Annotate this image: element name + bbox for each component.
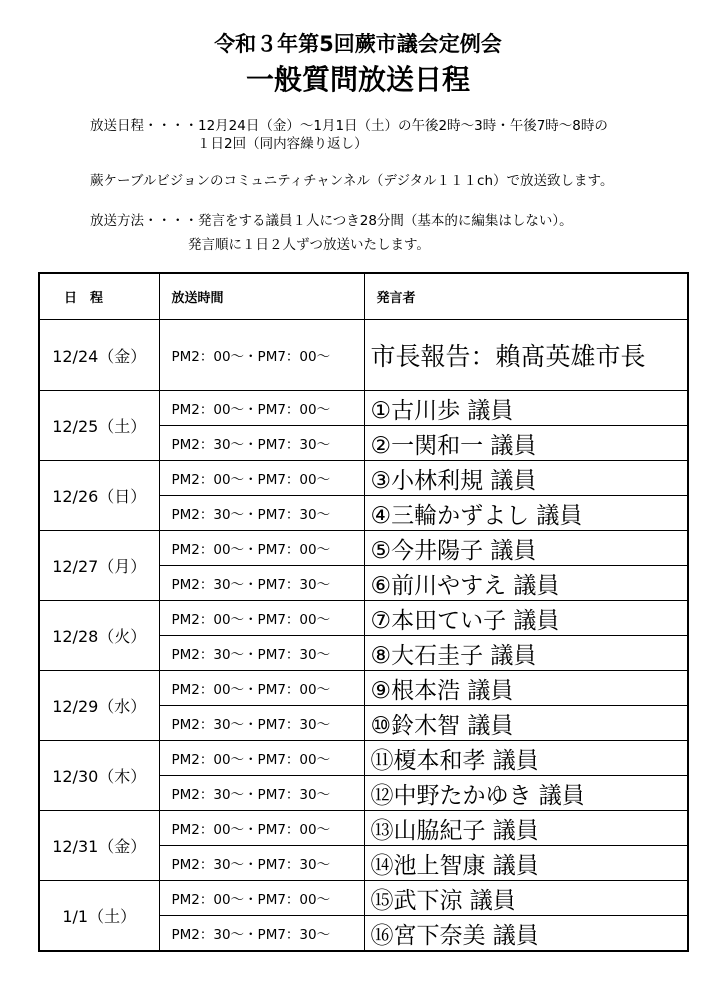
time-cell: PM2：30～・PM7：30～ [159, 776, 364, 811]
time-cell: PM2：30～・PM7：30～ [159, 916, 364, 952]
time-cell: PM2：30～・PM7：30～ [159, 846, 364, 881]
speaker-cell: ⑯宮下奈美 議員 [364, 916, 688, 952]
table-header-row [39, 273, 688, 320]
speaker-cell: ⑫中野たかゆき 議員 [364, 776, 688, 811]
table-row [39, 741, 688, 776]
date-cell: 12/28（火） [39, 601, 159, 671]
table-row [39, 671, 688, 706]
time-cell: PM2：00～・PM7：00～ [159, 391, 364, 426]
table-row [39, 461, 688, 496]
method-info-line-1: 放送方法・・・・発言をする議員１人につき28分間（基本的に編集はしない）。 [90, 213, 573, 229]
speaker-cell: ⑥前川やすえ 議員 [364, 566, 688, 601]
speaker-cell: ⑩鈴木智 議員 [364, 706, 688, 741]
document-subtitle: 一般質問放送日程 [245, 63, 470, 96]
time-cell: PM2：00～・PM7：00～ [159, 601, 364, 636]
time-cell: PM2：00～・PM7：00～ [159, 531, 364, 566]
header-time: 放送時間 [159, 273, 364, 320]
schedule-table-body [39, 273, 688, 951]
header-date: 日 程 [39, 273, 159, 320]
method-info-line-2: 発言順に１日２人ずつ放送いたします。 [188, 237, 430, 253]
channel-info-line: 蕨ケーブルビジョンのコミュニティチャンネル（デジタル１１１ch）で放送致します。 [90, 173, 614, 189]
time-cell: PM2：00～・PM7：00～ [159, 461, 364, 496]
date-cell: 1/1（土） [39, 881, 159, 952]
speaker-cell: 市長報告：賴髙英雄市長 [364, 320, 688, 391]
time-cell: PM2：30～・PM7：30～ [159, 566, 364, 601]
date-cell: 12/31（金） [39, 811, 159, 881]
time-cell: PM2：00～・PM7：00～ [159, 741, 364, 776]
speaker-cell: ②一関和一 議員 [364, 426, 688, 461]
header-speaker: 発言者 [364, 273, 688, 320]
speaker-cell: ⑦本田てい子 議員 [364, 601, 688, 636]
table-row [39, 531, 688, 566]
speaker-cell: ⑭池上智康 議員 [364, 846, 688, 881]
date-cell: 12/29（水） [39, 671, 159, 741]
date-cell: 12/25（土） [39, 391, 159, 461]
speaker-cell: ⑮武下涼 議員 [364, 881, 688, 916]
speaker-cell: ①古川歩 議員 [364, 391, 688, 426]
broadcast-schedule-table [38, 272, 689, 952]
time-cell: PM2：30～・PM7：30～ [159, 706, 364, 741]
date-cell: 12/27（月） [39, 531, 159, 601]
table-row [39, 601, 688, 636]
speaker-cell: ⑨根本浩 議員 [364, 671, 688, 706]
table-row [39, 391, 688, 426]
time-cell: PM2：30～・PM7：30～ [159, 636, 364, 671]
document-title: 令和３年第5回蕨市議会定例会 [214, 32, 502, 56]
speaker-cell: ⑧大石圭子 議員 [364, 636, 688, 671]
date-cell: 12/24（金） [39, 320, 159, 391]
date-cell: 12/26（日） [39, 461, 159, 531]
table-row-mayor-report [39, 320, 688, 391]
time-cell: PM2：30～・PM7：30～ [159, 426, 364, 461]
speaker-cell: ④三輪かずよし 議員 [364, 496, 688, 531]
table-row [39, 811, 688, 846]
time-cell: PM2：00～・PM7：00～ [159, 671, 364, 706]
speaker-cell: ⑪榎本和孝 議員 [364, 741, 688, 776]
table-row [39, 881, 688, 916]
speaker-cell: ⑤今井陽子 議員 [364, 531, 688, 566]
schedule-info-line-1: 放送日程・・・・12月24日（金）～1月1日（土）の午後2時～3時・午後7時～8時の [90, 118, 608, 134]
schedule-info-line-2: １日2回（同内容繰り返し） [197, 136, 368, 152]
time-cell: PM2：00～・PM7：00～ [159, 320, 364, 391]
time-cell: PM2：00～・PM7：00～ [159, 811, 364, 846]
date-cell: 12/30（木） [39, 741, 159, 811]
time-cell: PM2：30～・PM7：30～ [159, 496, 364, 531]
speaker-cell: ③小林利規 議員 [364, 461, 688, 496]
time-cell: PM2：00～・PM7：00～ [159, 881, 364, 916]
speaker-cell: ⑬山脇紀子 議員 [364, 811, 688, 846]
